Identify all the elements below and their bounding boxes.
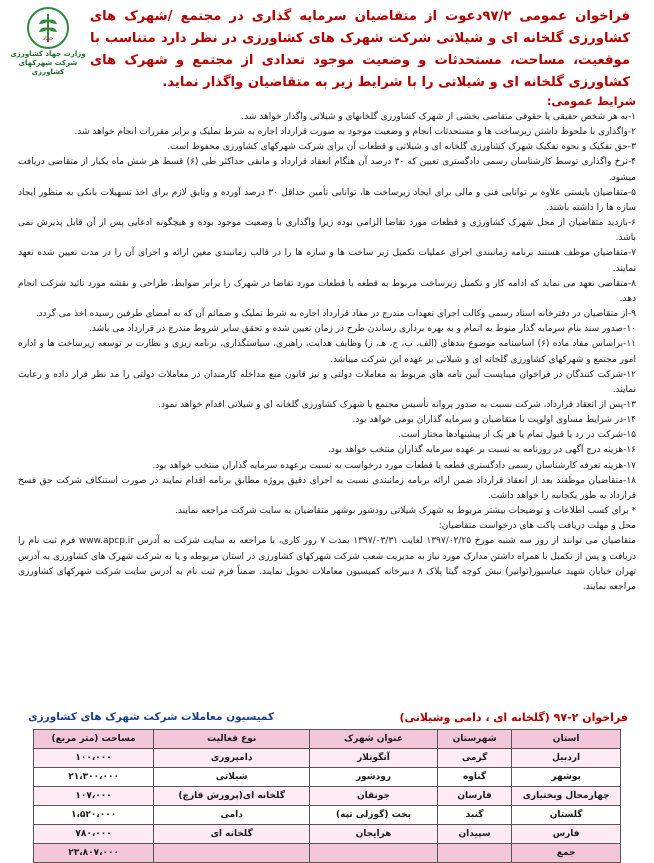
total-empty-cell [154,844,310,863]
cell-province: فارس [512,825,621,844]
cell-town: بخت (گوزلی تپه) [310,806,438,825]
commission-signature: کمیسیون معاملات شرکت شهرک های کشاورزی [28,711,275,723]
cell-area: ۱۰۰،۰۰۰ [34,749,154,768]
condition-item: ۷-متقاضیان موظف هستند برنامه زمانبندی اجرای عملیات تکمیل زیر ساخت ها و سازه ها را در قالب زمانبندی معین ارائه و اجرای آن را در مدت تعیین شده تعهد نمایند. [18,248,636,274]
condition-item: ۵-متقاضیان بایستی علاوه بر توانایی فنی و مالی برای ایجاد زیرساخت ها، توانایی تأمین حداقل ۳۰ درصد آورده و وثایق لازم برای اخذ تسهیلات بانکی به منظور ایجاد سازه ها را داشته باشند. [18,187,636,213]
condition-item: ۱۷-هزینه تعرفه کارشناسان رسمی دادگستری قطعه یا قطعات مورد درخواست به نسبت برعهده سرمایه گذاران منتخب خواهد بود. [152,460,636,471]
cell-province: گلستان [512,806,621,825]
cell-area: ۱۰۷،۰۰۰ [34,787,154,806]
deadline-text: متقاضیان می توانند از روز سه شنبه مورخ ۱۳۹۷/۰۲/۲۵ لغایت ۱۳۹۷/۰۳/۳۱ بمدت ۷ روز کاری، با مراجعه به سایت شرکت به آدرس www.apcp.ir فرم ثبت نام را دریافت و پس از تکمیل با همراه داشتن مدارک مورد نیاز به مدیریت شعب شرکت شهرکهای کشاورزی در استان مربوطه و یا به شرکت شهرک های کشاورزی به آدرس تهران خیابان شهید عباسپور(توانیر) نبش کوچه گیتا پلاک ۸ دبیرخانه کمیسیون معاملات تحویل نمایند. ضمناً فرم ثبت نام به آدرس سایت شرکت شهرکهای کشاورزی مراجعه نمایند. [18,536,636,592]
condition-item: ۲-واگذاری با ملحوظ داشتن زیرساخت ها و مستحدثات انجام و وضعیت موجود به صورت قرارداد اجاره به شرط تملیک و برابر مقررات انجام خواهد شد. [74,127,636,138]
conditions-body [18,110,636,595]
header-area: مساحت (متر مربع) [34,730,154,749]
cell-activity: شیلاتی [154,768,310,787]
cell-province: چهارمحال وبختیاری [512,787,621,806]
condition-item: ۶-بازدید متقاضیان از محل شهرک کشاورزی و قطعات مورد تقاضا الزامی بوده زیرا واگذاری با وضعیت موجود بوده و هیچگونه ادعایی پس از آن قابل پذیرش نمی باشد. [18,218,636,244]
total-value: ۲۳،۸۰۷،۰۰۰ [34,844,154,863]
general-conditions-title: شرایط عمومی: [546,94,636,108]
wheat-emblem-icon [26,6,70,50]
condition-item: ۹-از متقاضیان در دفترخانه اسناد رسمی وکالت اجرای تعهدات مندرج در مفاد قرارداد اجاره به شرط تملیک و ضمائم آن که به امضای طرفین رسیده اخذ می گردد. [35,309,636,320]
header-province: استان [512,730,621,749]
logo-ministry-name: وزارت جهاد کشاورزی [10,50,86,58]
condition-item: ۱۱-براساس مفاد ماده (۶) اساسنامه موضوع بندهای (الف، ب، ج، هـ، ز) وظایف هدایت، راهبری، سیاستگذاری، برنامه ریزی و نظارت بر توسعه زیرساخت ها و اداره امور مجتمع و شهرکهای کشاورزی گلخانه ای و شیلاتی بر عهده این شرکت میباشد. [18,339,636,365]
header-town-title: عنوان شهرک [310,730,438,749]
cell-county: فارسان [437,787,511,806]
cell-area: ۷۸۰،۰۰۰ [34,825,154,844]
condition-item: ۱۳-پس از انعقاد قرارداد، شرکت نسبت به صدور پروانه تأسیس مجتمع یا شهرک کشاورزی گلخانه ای و شیلاتی اقدام خواهد نمود. [158,399,636,410]
table-row [34,749,621,768]
total-label: جمع [512,844,621,863]
table-row [34,806,621,825]
cell-town: جونقان [310,787,438,806]
ad-header-title: فراخوان عمومی ۹۷/۲دعوت از متقاضیان سرمایه گذاری در مجتمع /شهرک های کشاورزی گلخانه ای و شیلاتی شرکت شهرک های کشاورزی در نظر دارد متناسب با موقعیت، مساحت، مستحدثات و وضعیت موجود تعدادی از مجتمع و شهرک های کشاورزی گلخانه ای و شیلاتی را با شرایط زیر به متقاضیان واگذار نماید. [90,9,631,90]
table-row [34,768,621,787]
cell-area: ۱،۵۲۰،۰۰۰ [34,806,154,825]
cell-activity: گلخانه ای [154,825,310,844]
ministry-logo [8,6,88,78]
regions-table [33,729,621,863]
condition-item: ۱۲-شرکت کنندگان در فراخوان میبایست آیین نامه های مربوط به معاملات دولتی و نیز قانون منع مداخله کارمندان در معاملات دولتی را مد نظر قرار داده و رعایت نمایند. [18,369,636,395]
cell-town: آنگوتلار [310,749,438,768]
cell-province: بوشهر [512,768,621,787]
condition-item: ۱۸-متقاضیان موظفند بعد از انعقاد قرارداد ضمن ارائه برنامه زمانبندی نسبت به اجرای دقیق پروژه مطابق برنامه اقدام نمایند در صورت استنکاف شرکت حق فسخ قرارداد به طور یکجانبه را خواهد داشت. [18,475,636,501]
condition-item: ۱۵-شرکت در رد یا قبول تمام یا هر یک از پیشنهادها مختار است. [398,430,636,441]
cell-town: رودشور [310,768,438,787]
condition-item: ۱-به هر شخص حقیقی یا حقوقی متقاضی بخشی از شهرک کشاورزی گلخانهای و شیلاتی واگذار خواهد شد. [241,112,636,122]
emblem-text: جهاد [42,35,54,42]
total-empty-cell [310,844,438,863]
condition-item: ۸-متقاضی تعهد می نماید که ادامه کار و تکمیل زیرساخت مربوط به قطعه یا قطعات مورد تقاضا در شهرک را برابر ضوابط، طراحی و نقشه مورد تائید شرکت انجام دهد. [18,278,636,304]
header-activity: نوع فعالیت [154,730,310,749]
call-title: فراخوان ۲-۹۷ (گلخانه ای ، دامی وشیلاتی) [399,711,628,724]
cell-province: اردبیل [512,749,621,768]
cell-activity: دامپروری [154,749,310,768]
cell-county: گنبد [437,806,511,825]
cell-activity: دامی [154,806,310,825]
table-total-row [34,844,621,863]
info-note: * برای کسب اطلاعات و توضیحات بیشتر مربوط به شهرک شیلاتی رودشور بوشهر متقاضیان به سایت شرکت مراجعه نمایند. [175,506,636,517]
logo-company-name: شرکت شهرکهای کشاورزی [18,59,78,76]
table-row [34,825,621,844]
condition-item: ۳-حق تفکیک و نحوه تفکیک شهرک کشاورزی گلخانه ای و شیلاتی و قطعات آن برای شرکت شهرکهای کشاورزی محفوظ است. [167,142,636,153]
deadline-title: محل و مهلت دریافت پاکت های درخواست متقاضیان: [438,521,636,532]
cell-town: هرایجان [310,825,438,844]
total-empty-cell [437,844,511,863]
condition-item: ۴-نرخ واگذاری توسط کارشناسان رسمی دادگستری تعیین که ۳۰ درصد آن هنگام انعقاد قرارداد و مابقی حداکثر طی (۶) قسط هر شش ماه یکبار از متقاضی دریافت میشود. [18,157,636,183]
cell-activity: گلخانه ای(پرورش قارچ) [154,787,310,806]
condition-item: ۱۰-صدور سند بنام سرمایه گذار منوط به اتمام و به بهره برداری رساندن طرح در زمان تعیین شده و تحقق سایر شروط مندرج در قرارداد می باشد. [88,324,636,335]
header-county: شهرستان [437,730,511,749]
cell-county: سپیدان [437,825,511,844]
condition-item: ۱۴-در شرایط مساوی اولویت با متقاضیان و سرمایه گذاران بومی خواهد بود. [352,415,636,426]
table-row [34,787,621,806]
cell-county: گرمی [437,749,511,768]
table-header-row [34,730,621,749]
cell-county: گناوه [437,768,511,787]
cell-area: ۲۱،۳۰۰،۰۰۰ [34,768,154,787]
condition-item: ۱۶-هزینه درج آگهی در روزنامه به نسبت بر عهده سرمایه گذاران منتخب خواهد بود. [327,445,636,456]
